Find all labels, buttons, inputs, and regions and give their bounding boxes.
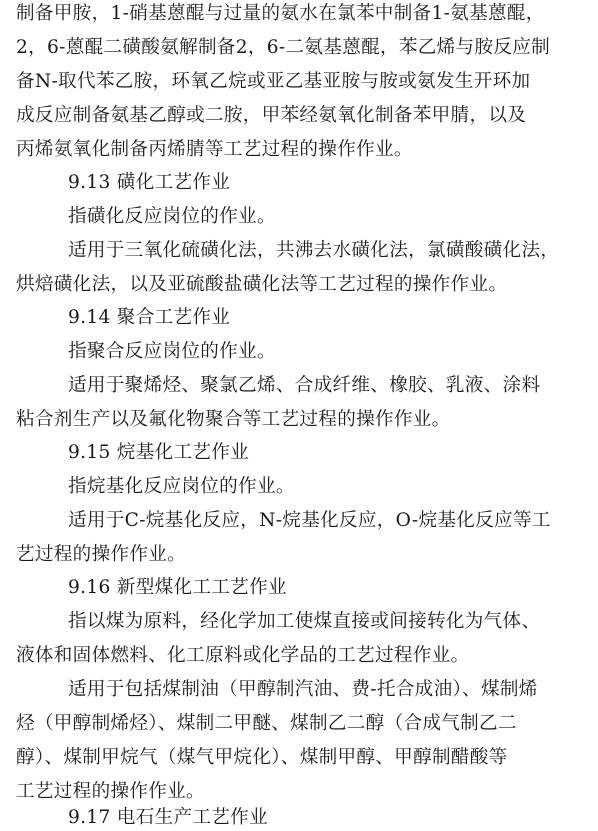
text-line: 烃（甲醇制烯烃）、煤制二甲醚、煤制乙二醇（合成气制乙二 xyxy=(16,713,517,734)
paragraph-start: 指烷基化反应岗位的作业。 xyxy=(68,476,295,497)
paragraph-start: 适用于包括煤制油（甲醇制汽油、费-托合成油）、煤制烯 xyxy=(68,679,538,700)
text-line: 丙烯氨氧化制备丙烯腈等工艺过程的操作作业。 xyxy=(16,139,413,160)
section-heading: 9.16 新型煤化工工艺作业 xyxy=(68,577,287,598)
text-line: 液体和固体燃料、化工原料或化学品的工艺过程作业。 xyxy=(16,645,470,666)
section-heading: 9.15 烷基化工艺作业 xyxy=(68,442,250,463)
section-heading: 9.13 磺化工艺作业 xyxy=(68,172,231,193)
text-line: 艺过程的操作作业。 xyxy=(16,544,187,565)
paragraph-start: 适用于C-烷基化反应，N-烷基化反应，O-烷基化反应等工 xyxy=(68,510,551,531)
paragraph-start: 指磺化反应岗位的作业。 xyxy=(68,206,276,227)
paragraph-start: 指以煤为原料，经化学加工使煤直接或间接转化为气体、 xyxy=(68,611,541,632)
text-line: 工艺过程的操作作业。 xyxy=(16,781,205,802)
section-heading: 9.14 聚合工艺作业 xyxy=(68,307,231,328)
text-line: 成反应制备氨基乙醇或二胺，甲苯经氨氧化制备苯甲腈，以及 xyxy=(16,105,527,126)
text-line: 烘焙磺化法，以及亚硫酸盐磺化法等工艺过程的操作作业。 xyxy=(16,274,508,295)
text-line: 醇）、煤制甲烷气（煤气甲烷化）、煤制甲醇、甲醇制醋酸等 xyxy=(16,747,508,768)
text-line: 粘合剂生产以及氟化物聚合等工艺过程的操作作业。 xyxy=(16,409,451,430)
paragraph-start: 指聚合反应岗位的作业。 xyxy=(68,341,276,362)
paragraph-start: 适用于聚烯烃、聚氯乙烯、合成纤维、橡胶、乳液、涂料 xyxy=(68,375,541,396)
paragraph-start: 适用于三氧化硫磺化法，共沸去水磺化法，氯磺酸磺化法， xyxy=(68,240,560,261)
text-line: 2，6-蒽醌二磺酸氨解制备2，6-二氨基蒽醌，苯乙烯与胺反应制 xyxy=(16,37,551,58)
text-line: 备N-取代苯乙胺，环氧乙烷或亚乙基亚胺与胺或氨发生开环加 xyxy=(16,71,531,92)
section-heading: 9.17 电石生产工艺作业 xyxy=(68,807,268,828)
text-line: 制备甲胺，1-硝基蒽醌与过量的氨水在氯苯中制备1-氨基蒽醌， xyxy=(16,3,545,24)
